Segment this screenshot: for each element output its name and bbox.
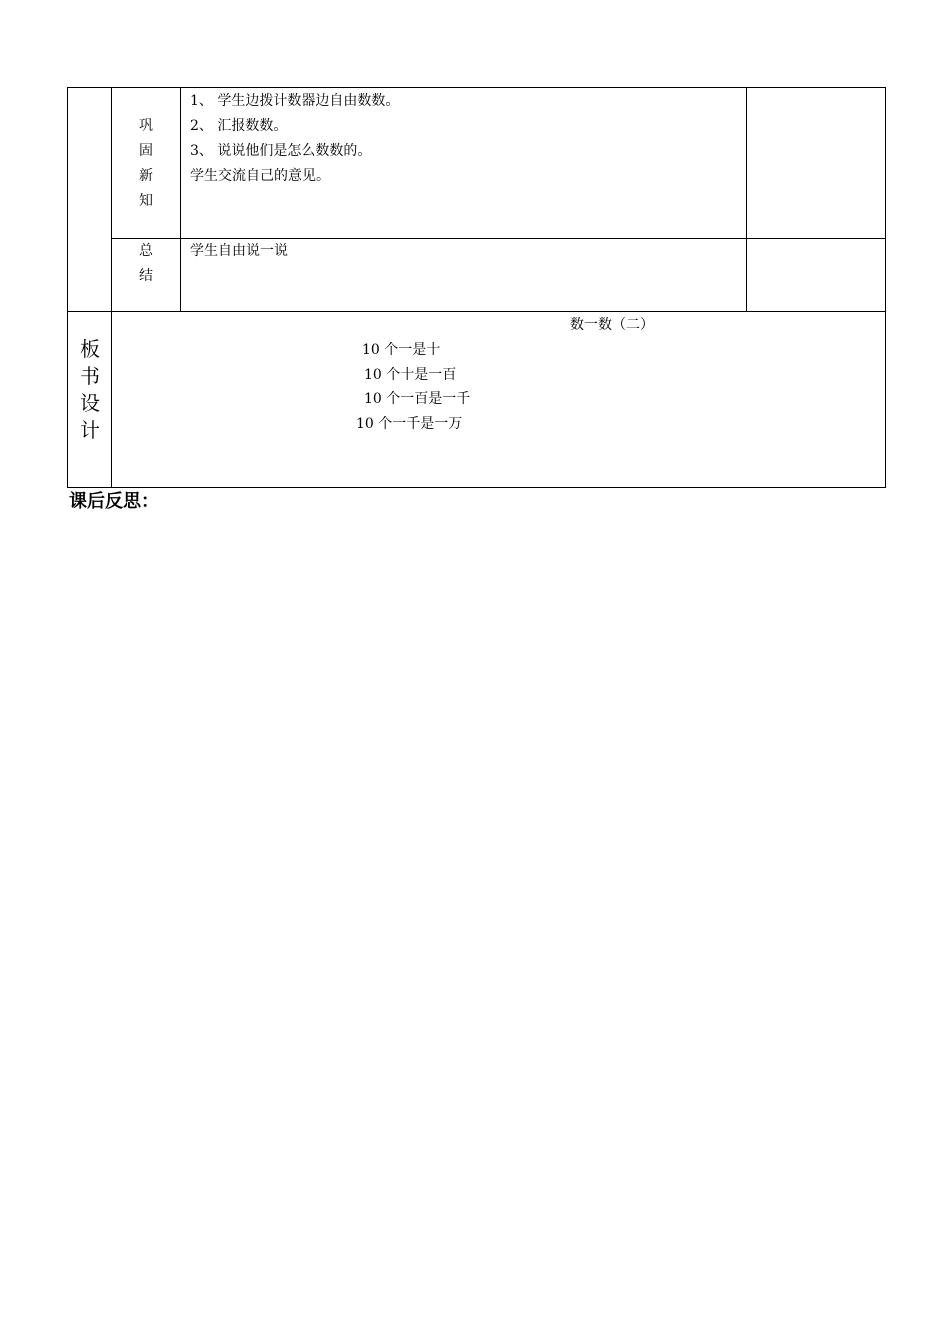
board-title: 数一数（二） — [570, 317, 654, 333]
content-line: 3、 说说他们是怎么数数的。 — [190, 143, 372, 159]
content-line: 2、 汇报数数。 — [190, 118, 288, 134]
content-line: 1、 学生边拨计数器边自由数数。 — [190, 93, 400, 109]
board-line: 10 个一百是一千 — [364, 391, 471, 407]
summary-text: 学生自由说一说 — [190, 243, 288, 259]
board-line: 10 个十是一百 — [364, 367, 457, 383]
board-design-table — [67, 312, 886, 488]
summary-label: 总 结 — [139, 243, 153, 284]
content-line: 学生交流自己的意见。 — [190, 168, 330, 184]
board-line: 10 个一是十 — [362, 342, 441, 358]
reflection-heading: 课后反思： — [69, 491, 159, 512]
board-line: 10 个一千是一万 — [356, 416, 463, 432]
teaching-process-table — [67, 87, 886, 312]
summary-content — [190, 239, 750, 264]
consolidation-label: 巩 固 新 知 — [139, 118, 153, 209]
consolidation-content — [190, 89, 750, 189]
board-design-label: 板 书 设 计 — [80, 337, 100, 442]
